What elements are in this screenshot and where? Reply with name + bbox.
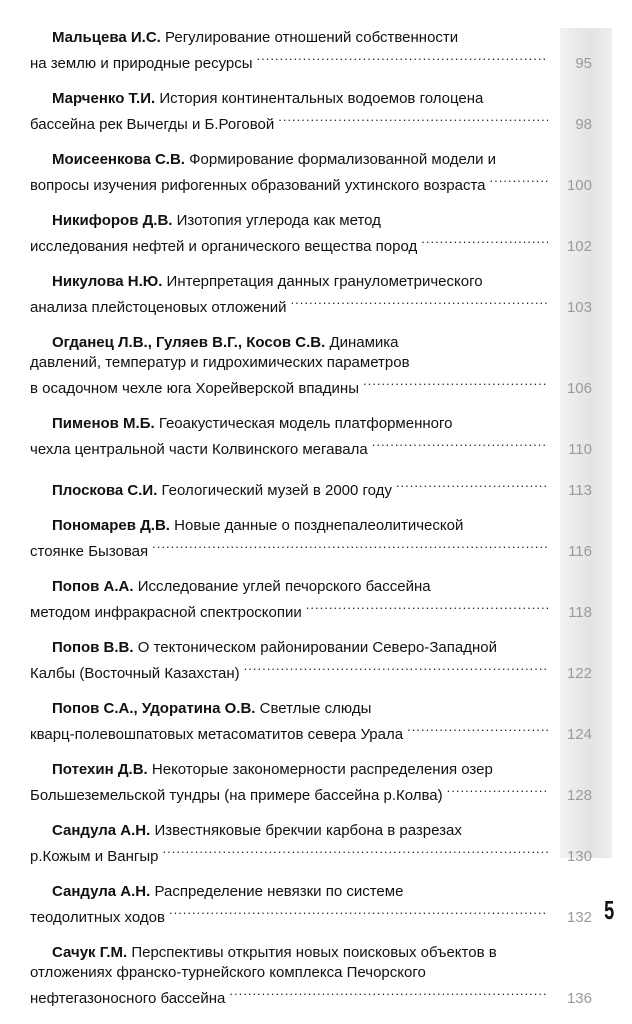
dot-leader [363,373,548,393]
toc-entry-line [30,658,596,684]
toc-title-text: Регулирование отношений собственности [165,29,459,46]
toc-title-text: теодолитных ходов [30,909,165,926]
dot-leader [257,48,548,68]
toc-author: Пономарев Д.В. [52,517,170,534]
toc-title-text: Распределение невязки по системе [154,883,404,900]
toc-author: Пименов М.Б. [52,415,155,432]
toc-title-text: Калбы (Восточный Казахстан) [30,665,240,682]
toc-page-number: 128 [566,787,592,804]
toc-title-text: вопросы изучения рифогенных образований ухтинского возраста [30,177,486,194]
toc-title-text: в осадочном чехле юга Хорейверской впадины [30,380,359,397]
toc-entry-line [30,475,596,501]
dot-leader [169,902,548,922]
toc-title-text: Геологический музей в 2000 году [161,482,392,499]
toc-entry-line [30,28,596,48]
toc-title-text: давлений, температур и гидрохимических параметров [30,354,410,371]
toc-author: Попов С.А., Удоратина О.В. [52,700,256,717]
toc-entry-line [30,577,596,597]
toc-title-text: Перспективы открытия новых поисковых объектов в [131,944,497,961]
toc-title-text: на землю и природные ресурсы [30,55,253,72]
toc-title-text: Динамика [329,334,399,351]
toc-entry-line [30,211,596,231]
toc-page-number: 136 [566,990,592,1007]
dot-leader [229,983,548,1003]
toc-entry-line [30,963,596,983]
toc-author: Сачук Г.М. [52,944,128,961]
toc-entry-line [30,89,596,109]
toc-author: Попов В.В. [52,639,134,656]
toc-entry-line [30,48,596,74]
toc-entry [30,414,596,460]
toc-entry [30,577,596,623]
toc-page-number: 130 [566,848,592,865]
toc-title-text: Большеземельской тундры (на примере бассейна р.Колва) [30,787,443,804]
toc-author: Никифоров Д.В. [52,212,173,229]
toc-entry-line [30,333,596,353]
toc-page-number: 102 [566,238,592,255]
toc-page-number: 113 [568,482,592,499]
toc-page-number: 103 [566,299,592,316]
toc-title-text: История континентальных водоемов голоцена [159,90,484,107]
toc-entry-line [30,516,596,536]
toc-entry [30,943,596,1009]
toc-author: Потехин Д.В. [52,761,148,778]
dot-leader [152,536,548,556]
toc-title-text: бассейна рек Вычегды и Б.Роговой [30,116,275,133]
toc-title-text: О тектоническом районировании Северо-Западной [137,639,497,656]
toc-entry-line [30,373,596,399]
toc-entry-line [30,699,596,719]
toc-author: Попов А.А. [52,578,134,595]
dot-leader [421,231,548,251]
toc-title-text: р.Кожым и Вангыр [30,848,159,865]
page-folio: 5 [603,895,614,925]
toc-author: Огданец Л.В., Гуляев В.Г., Косов С.В. [52,334,326,351]
toc-title-text: нефтегазоносного бассейна [30,990,226,1007]
toc-entry [30,821,596,867]
toc-page-number: 116 [568,543,592,560]
toc-entry [30,211,596,257]
dot-leader [447,780,548,800]
toc-page-number: 95 [575,55,592,72]
toc-title-text: Светлые слюды [259,700,372,717]
toc-title-text: отложениях франско-турнейского комплекса Печорского [30,964,426,981]
toc-entry-line [30,109,596,135]
toc-entry-line [30,272,596,292]
dot-leader [306,597,548,617]
toc-entry [30,760,596,806]
dot-leader [244,658,548,678]
dot-leader [372,434,548,454]
toc-entry-line [30,170,596,196]
toc-title-text: Исследование углей печорского бассейна [137,578,431,595]
toc-entry-line [30,536,596,562]
toc-author: Никулова Н.Ю. [52,273,163,290]
toc-title-text: Формирование формализованной модели и [189,151,496,168]
toc-title-text: Геоакустическая модель платформенного [158,415,453,432]
toc-entry-line [30,841,596,867]
toc-title-text: стоянке Бызовая [30,543,149,560]
toc-title-text: Изотопия углерода как метод [176,212,381,229]
toc-title-text: Известняковые брекчии карбона в разрезах [154,822,462,839]
toc-entry [30,150,596,196]
toc-author: Марченко Т.И. [52,90,156,107]
toc-title-text: чехла центральной части Колвинского мегавала [30,441,368,458]
dot-leader [407,719,548,739]
table-of-contents [30,28,596,1024]
toc-entry-line [30,882,596,902]
toc-entry-line [30,902,596,928]
dot-leader [291,292,548,312]
dot-leader [396,475,548,495]
toc-title-text: Новые данные о позднепалеолитической [174,517,464,534]
toc-author: Плоскова С.И. [52,482,158,499]
toc-title-text: анализа плейстоценовых отложений [30,299,287,316]
toc-entry [30,638,596,684]
toc-page-number: 106 [566,380,592,397]
dot-leader [490,170,548,190]
toc-page-number: 118 [568,604,592,621]
toc-entry-line [30,638,596,658]
toc-title-text: Интерпретация данных гранулометрического [166,273,483,290]
toc-title-text: методом инфракрасной спектроскопии [30,604,302,621]
toc-page-number: 100 [566,177,592,194]
toc-page-number: 124 [566,726,592,743]
toc-author: Моисеенкова С.В. [52,151,185,168]
toc-entry-line [30,434,596,460]
toc-author: Мальцева И.С. [52,29,161,46]
toc-entry [30,699,596,745]
toc-entry [30,28,596,74]
toc-entry-line [30,231,596,257]
toc-entry-line [30,150,596,170]
toc-entry-line [30,292,596,318]
toc-page-number: 98 [575,116,592,133]
toc-entry-line [30,943,596,963]
dot-leader [278,109,548,129]
toc-entry-line [30,821,596,841]
toc-entry-line [30,414,596,434]
toc-title-text: Некоторые закономерности распределения озер [151,761,493,778]
toc-author: Сандула А.Н. [52,822,151,839]
toc-entry [30,516,596,562]
toc-entry [30,475,596,501]
toc-title-text: кварц-полевошпатовых метасоматитов севера Урала [30,726,404,743]
toc-entry-line [30,780,596,806]
dot-leader [163,841,549,861]
toc-entry-line [30,597,596,623]
toc-title-text: исследования нефтей и органического вещества пород [30,238,418,255]
toc-entry-line [30,983,596,1009]
toc-entry-line [30,353,596,373]
toc-page-number: 110 [568,441,592,458]
toc-entry [30,272,596,318]
toc-entry [30,333,596,399]
toc-entry [30,89,596,135]
toc-page-number: 132 [566,909,592,926]
toc-entry-line [30,719,596,745]
toc-entry-line [30,760,596,780]
toc-author: Сандула А.Н. [52,883,151,900]
toc-entry [30,882,596,928]
toc-page-number: 122 [566,665,592,682]
